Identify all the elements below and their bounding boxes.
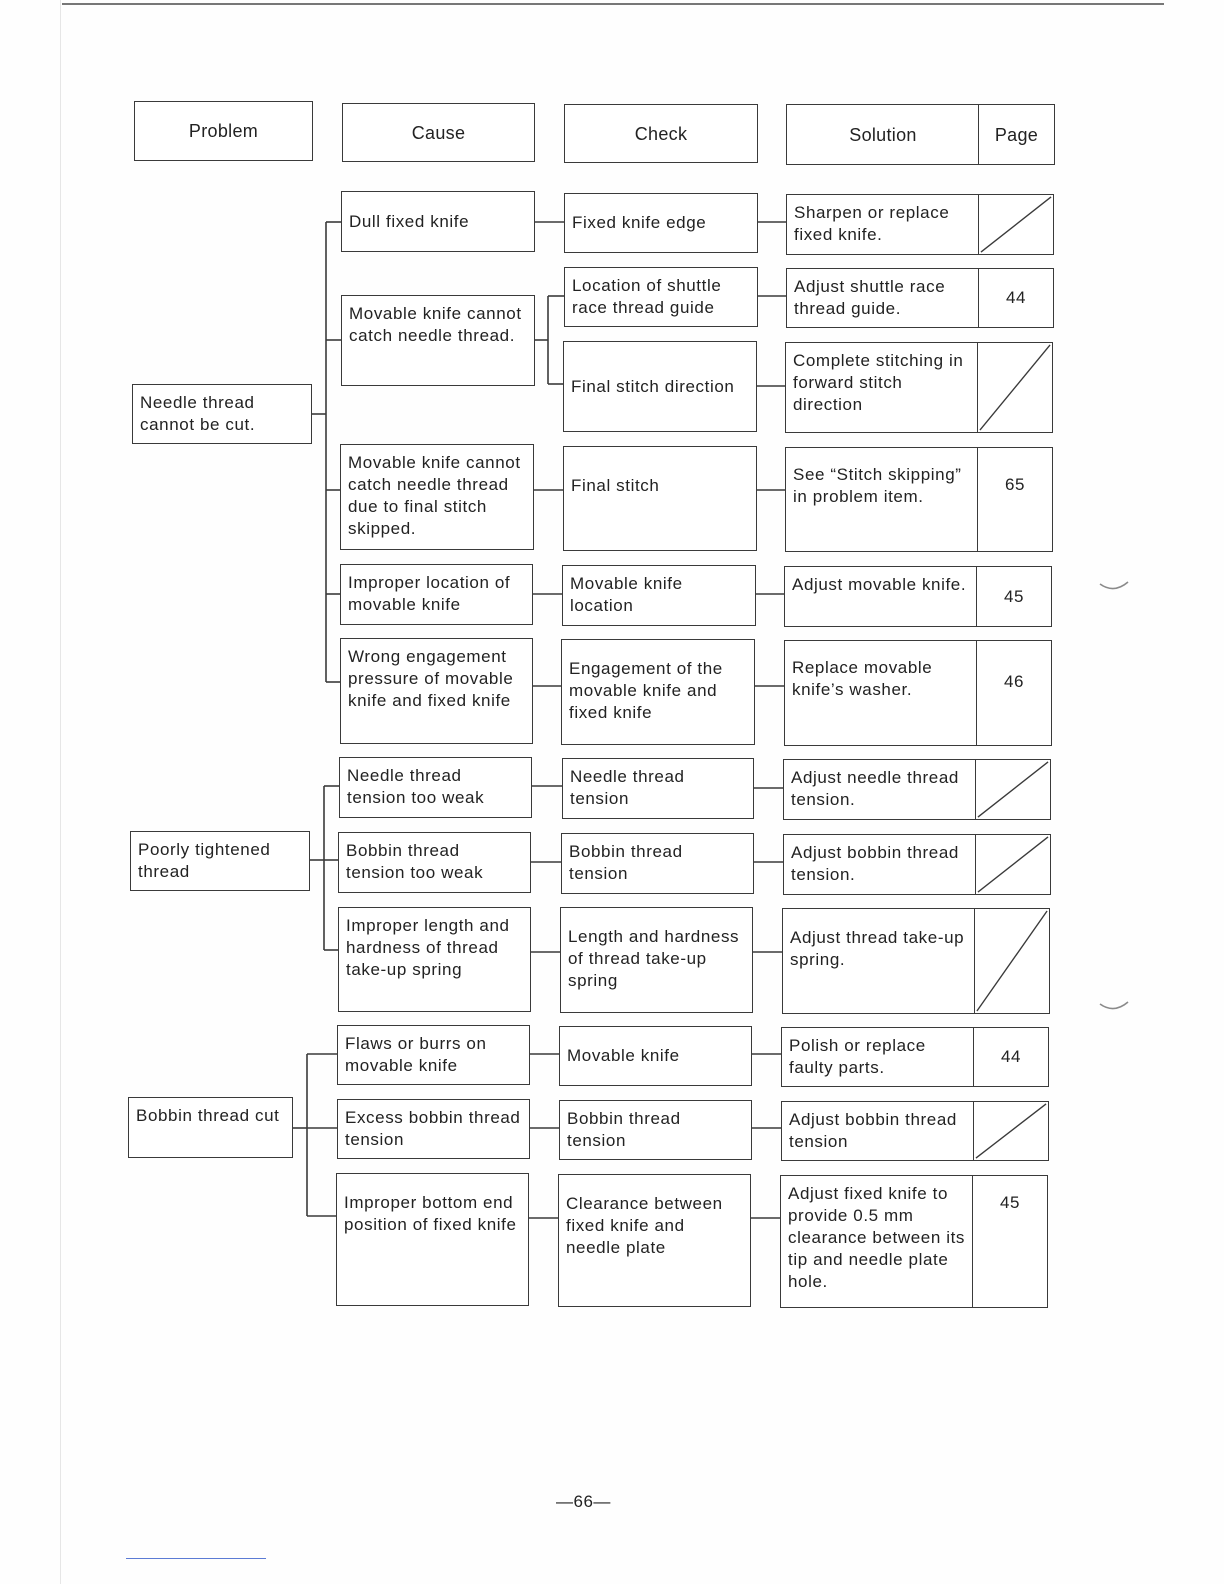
page-cell: 44 bbox=[978, 268, 1054, 328]
page-cell: 45 bbox=[976, 566, 1052, 627]
cause-box: Flaws or burrs on movable knife bbox=[337, 1025, 530, 1085]
check-box: Final stitch direction bbox=[563, 341, 757, 432]
check-box: Engagement of the movable knife and fixed knife bbox=[561, 639, 755, 745]
check-box: Movable knife location bbox=[562, 565, 756, 626]
page-cell: 65 bbox=[977, 447, 1053, 552]
cause-box: Movable knife cannot catch needle thread. bbox=[341, 295, 535, 386]
solution-box: Replace movable knife’s washer. bbox=[784, 640, 978, 746]
solution-box: Sharpen or replace fixed knife. bbox=[786, 194, 980, 255]
no-page-slash bbox=[975, 909, 1049, 1013]
page-number: —66— bbox=[556, 1492, 611, 1511]
cause-box: Needle thread tension too weak bbox=[339, 757, 532, 818]
solution-box: See “Stitch skipping” in problem item. bbox=[785, 447, 979, 552]
binder-hole-mark bbox=[1098, 578, 1132, 596]
solution-box: Complete stitching in forward stitch direction bbox=[785, 342, 979, 433]
header-problem: Problem bbox=[134, 101, 313, 161]
cause-box: Improper length and hardness of thread take-up spring bbox=[338, 907, 531, 1012]
header-solution: Solution bbox=[786, 104, 980, 165]
page-cell bbox=[974, 908, 1050, 1014]
page-cell bbox=[975, 834, 1051, 895]
page-cell bbox=[978, 194, 1054, 255]
no-page-slash bbox=[979, 195, 1053, 254]
problem-needle-thread-cannot-be-cut: Needle thread cannot be cut. bbox=[132, 384, 312, 444]
cause-box: Wrong engagement pressure of movable knife and fixed knife bbox=[340, 638, 533, 744]
header-page: Page bbox=[978, 104, 1055, 165]
cause-box: Movable knife cannot catch needle thread due to final stitch skipped. bbox=[340, 444, 534, 550]
page-cell: 44 bbox=[973, 1027, 1049, 1087]
solution-box: Polish or replace faulty parts. bbox=[781, 1027, 975, 1087]
no-page-slash bbox=[976, 835, 1050, 894]
solution-box: Adjust movable knife. bbox=[784, 566, 978, 627]
solution-box: Adjust bobbin thread tension bbox=[781, 1101, 975, 1161]
check-box: Length and hardness of thread take-up spring bbox=[560, 907, 753, 1013]
cause-box: Dull fixed knife bbox=[341, 191, 535, 252]
check-box: Bobbin thread tension bbox=[559, 1100, 752, 1160]
problem-poorly-tightened-thread: Poorly tightened thread bbox=[130, 831, 310, 891]
footer-rule bbox=[126, 1558, 266, 1559]
check-box: Location of shuttle race thread guide bbox=[564, 267, 758, 327]
solution-box: Adjust bobbin thread tension. bbox=[783, 834, 977, 895]
check-box: Movable knife bbox=[559, 1026, 752, 1086]
problem-bobbin-thread-cut: Bobbin thread cut bbox=[128, 1097, 293, 1158]
solution-box: Adjust fixed knife to provide 0.5 mm clearance between its tip and needle plate hole. bbox=[780, 1175, 974, 1308]
binder-hole-mark bbox=[1098, 998, 1132, 1016]
page-cell bbox=[977, 342, 1053, 433]
solution-box: Adjust thread take-up spring. bbox=[782, 908, 976, 1014]
page-cell: 45 bbox=[972, 1175, 1048, 1308]
page-cell bbox=[973, 1101, 1049, 1161]
check-box: Clearance between fixed knife and needle plate bbox=[558, 1174, 751, 1307]
cause-box: Excess bobbin thread tension bbox=[337, 1099, 530, 1159]
check-box: Bobbin thread tension bbox=[561, 833, 754, 894]
header-cause: Cause bbox=[342, 103, 535, 162]
check-box: Fixed knife edge bbox=[564, 193, 758, 253]
no-page-slash bbox=[978, 343, 1052, 432]
solution-box: Adjust shuttle race thread guide. bbox=[786, 268, 980, 328]
solution-box: Adjust needle thread tension. bbox=[783, 759, 977, 820]
check-box: Needle thread tension bbox=[562, 758, 754, 819]
page-cell bbox=[975, 759, 1051, 820]
header-check: Check bbox=[564, 104, 758, 163]
no-page-slash bbox=[976, 760, 1050, 819]
cause-box: Improper bottom end position of fixed knife bbox=[336, 1173, 529, 1306]
cause-box: Bobbin thread tension too weak bbox=[338, 832, 531, 893]
check-box: Final stitch bbox=[563, 446, 757, 551]
no-page-slash bbox=[974, 1102, 1048, 1160]
cause-box: Improper location of movable knife bbox=[340, 564, 533, 625]
page-cell: 46 bbox=[976, 640, 1052, 746]
